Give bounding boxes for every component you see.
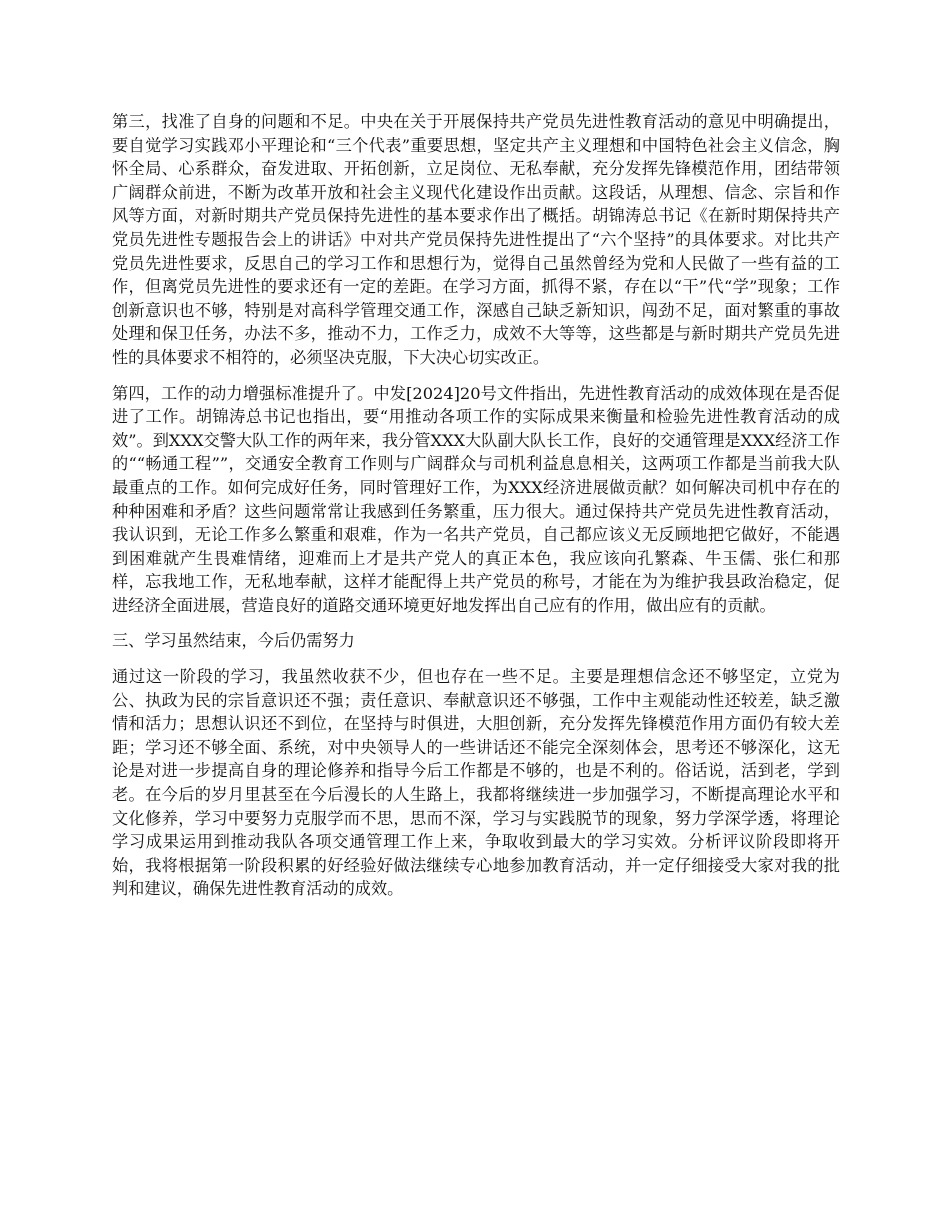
section-heading-three: 三、学习虽然结束，今后仍需努力 bbox=[112, 631, 355, 651]
paragraph-fourth-point: 第四，工作的动力增强标准提升了。中发[2024]20号文件指出，先进性教育活动的成效体现在是否促进了工作。胡锦涛总书记也指出，要“用推动各项工作的实际成果来衡量和检验先进性教育活动的成效”。到XXX交警大队工作的两年来，我分管XXX大队副大队长工作，良好的交通管理是XXX经济工作的““畅通工程””，交通安全教育工作则与广阔群众与司机利益息息相关，这两项工作都是当前我大队最重点的工作。如何完成好任务，同时管理好工作，为XXX经济进展做贡献？如何解决司机中存在的种种困难和矛盾？这些问题常常让我感到任务繁重，压力很大。通过保持共产党员先进性教育活动，我认识到，无论工作多么繁重和艰难，作为一名共产党员，自己都应该义无反顾地把它做好，不能遇到困难就产生畏难情绪，迎难而上才是共产党人的真正本色，我应该向孔繁森、牛玉儒、张仁和那样，忘我地工作，无私地奉献，这样才能配得上共产党员的称号，才能在为为维护我县政治稳定，促进经济全面进展，营造良好的道路交通环境更好地发挥出自己应有的作用，做出应有的贡献。 bbox=[112, 383, 840, 615]
paragraph-third-point: 第三，找准了自身的问题和不足。中央在关于开展保持共产党员先进性教育活动的意见中明确提出，要自觉学习实践邓小平理论和“三个代表”重要思想，坚定共产主义理想和中国特色社会主义信念，胸怀全局、心系群众，奋发进取、开拓创新，立足岗位、无私奉献，充分发挥先锋模范作用，团结带领广阔群众前进，不断为改革开放和社会主义现代化建设作出贡献。这段话，从理想、信念、宗旨和作风等方面，对新时期共产党员保持先进性的基本要求作出了概括。胡锦涛总书记《在新时期保持共产党员先进性专题报告会上的讲话》中对共产党员保持先进性提出了“六个坚持”的具体要求。对比共产党员先进性要求，反思自己的学习工作和思想行为，觉得自己虽然曾经为党和人民做了一些有益的工作，但离党员先进性的要求还有一定的差距。在学习方面，抓得不紧，存在以“干”代“学”现象；工作创新意识也不够，特别是对高科学管理交通工作，深感自己缺乏新知识，闯劲不足，面对繁重的事故处理和保卫任务，办法不多，推动不力，工作乏力，成效不大等等，这些都是与新时期共产党员先进性的具体要求不相符的，必须坚决克服，下大决心切实改正。 bbox=[112, 112, 840, 367]
document-body bbox=[112, 110, 840, 913]
paragraph-conclusion: 通过这一阶段的学习，我虽然收获不少，但也存在一些不足。主要是理想信念还不够坚定，立党为公、执政为民的宗旨意识还不强；责任意识、奉献意识还不够强，工作中主观能动性还较差，缺乏激情和活力；思想认识还不到位，在坚持与时俱进，大胆创新，充分发挥先锋模范作用方面仍有较大差距；学习还不够全面、系统，对中央领导人的一些讲话还不能完全深刻体会，思考还不够深化，这无论是对进一步提高自身的理论修养和指导今后工作都是不够的，也是不利的。俗话说，活到老，学到老。在今后的岁月里甚至在今后漫长的人生路上，我都将继续进一步加强学习，不断提高理论水平和文化修养，学习中要努力克服学而不思，思而不深，学习与实践脱节的现象，努力学深学透，将理论学习成果运用到推动我队各项交通管理工作上来，争取收到最大的学习实效。分析评议阶段即将开始，我将根据第一阶段积累的好经验好做法继续专心地参加教育活动，并一定仔细接受大家对我的批判和建议，确保先进性教育活动的成效。 bbox=[112, 667, 840, 899]
